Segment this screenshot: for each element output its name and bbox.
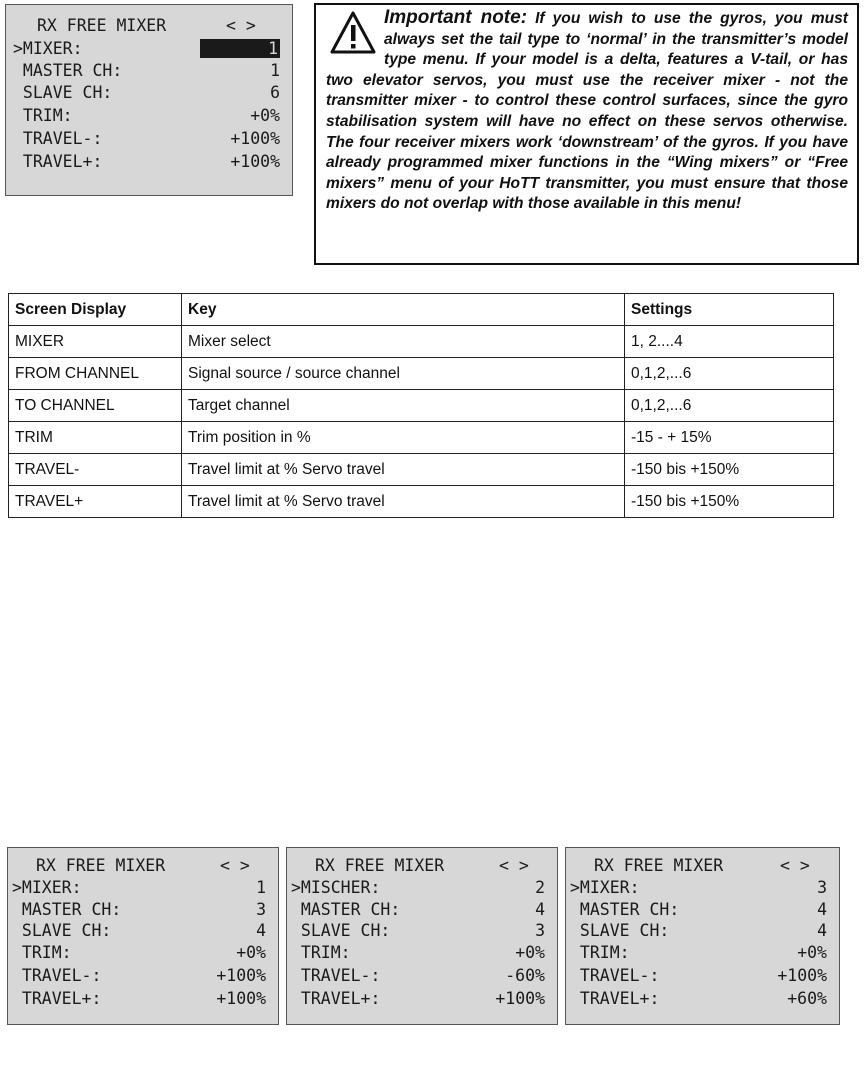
screen-title-row [6,16,292,38]
mixer-row[interactable] [287,878,557,900]
slave-ch-value[interactable]: 3 [535,921,545,940]
cell-settings: -150 bis +150% [625,454,834,486]
cell-settings: -15 - + 15% [625,422,834,454]
master-ch-row[interactable] [6,61,292,83]
page-nav-arrows[interactable]: < > [499,856,529,875]
master-ch-label: MASTER CH: [13,61,123,80]
settings-table [8,293,834,518]
slave-ch-label: SLAVE CH: [570,921,670,940]
page-nav-arrows[interactable]: < > [220,856,250,875]
table-header-row [9,294,834,326]
master-ch-label: MASTER CH: [291,900,401,919]
slave-ch-row[interactable] [287,921,557,943]
cell-key: Travel limit at % Servo travel [182,454,625,486]
travel-plus-label: TRAVEL+: [570,989,660,1008]
note-title: Important note: [384,7,528,28]
table-row [9,422,834,454]
mixer-value[interactable]: 2 [535,878,545,897]
mixer-label: >MIXER: [570,878,640,897]
bottom-mixer-screen-2 [286,847,558,1025]
travel-plus-value[interactable]: +100% [495,989,545,1008]
slave-ch-value[interactable]: 4 [817,921,827,940]
screen-title: RX FREE MIXER [36,856,166,875]
slave-ch-row[interactable] [566,921,839,943]
cell-key: Target channel [182,390,625,422]
mixer-label: >MISCHER: [291,878,381,897]
cell-settings: 1, 2....4 [625,326,834,358]
travel-minus-row[interactable] [8,966,278,988]
table-row [9,390,834,422]
trim-row[interactable] [566,943,839,965]
important-note-box [314,3,859,265]
cell-settings: -150 bis +150% [625,486,834,518]
cell-screen-display: TRAVEL+ [9,486,182,518]
travel-minus-label: TRAVEL-: [12,966,102,985]
column-header-key: Key [182,294,625,326]
travel-minus-label: TRAVEL-: [13,129,103,148]
master-ch-value[interactable]: 1 [270,61,280,80]
page-nav-arrows[interactable]: < > [226,16,256,35]
master-ch-value[interactable]: 4 [817,900,827,919]
top-mixer-screen [5,4,293,196]
trim-row[interactable] [287,943,557,965]
travel-minus-row[interactable] [287,966,557,988]
screen-title: RX FREE MIXER [37,16,167,35]
mixer-label: >MIXER: [12,878,82,897]
screen-title: RX FREE MIXER [315,856,445,875]
travel-plus-value[interactable]: +100% [230,152,280,171]
cell-key: Signal source / source channel [182,358,625,390]
travel-plus-value[interactable]: +60% [787,989,827,1008]
travel-minus-label: TRAVEL-: [291,966,381,985]
trim-value[interactable]: +0% [797,943,827,962]
mixer-row[interactable] [8,878,278,900]
mixer-value[interactable]: 1 [256,878,266,897]
table-row [9,486,834,518]
note-text: If you wish to use the gyros, you must always set the tail type to ‘normal’ in the transmitter’s model type menu. If your model is a delta, features a V-tail, or has two elevator servos, you must use the receiver mixer - not the transmitter mixer - to control these control surfaces, since the gyro stabilisation system will have no effect on these servos otherwise. The four receiver mixers work ‘downstream’ of the gyros. If you have already programmed mixer functions in the “Wing mixers” or “Free mixers” menu of your HoTT transmitter, you must ensure that those mixers do not overlap with those available in this menu! [326,10,848,213]
cell-screen-display: MIXER [9,326,182,358]
travel-plus-label: TRAVEL+: [291,989,381,1008]
cell-screen-display: TO CHANNEL [9,390,182,422]
trim-row[interactable] [6,106,292,128]
cell-key: Trim position in % [182,422,625,454]
table-row [9,454,834,486]
screen-title-row [8,856,278,878]
travel-plus-row[interactable] [8,989,278,1011]
mixer-row[interactable] [566,878,839,900]
slave-ch-value[interactable]: 4 [256,921,266,940]
slave-ch-label: SLAVE CH: [13,83,113,102]
trim-label: TRIM: [291,943,351,962]
mixer-row[interactable] [6,39,292,61]
mixer-value[interactable]: 3 [817,878,827,897]
travel-minus-row[interactable] [566,966,839,988]
cell-settings: 0,1,2,...6 [625,358,834,390]
slave-ch-label: SLAVE CH: [12,921,112,940]
master-ch-value[interactable]: 3 [256,900,266,919]
cell-settings: 0,1,2,...6 [625,390,834,422]
bottom-mixer-screen-1 [7,847,279,1025]
slave-ch-label: SLAVE CH: [291,921,391,940]
slave-ch-value[interactable]: 6 [270,83,280,102]
mixer-label: >MIXER: [13,39,83,58]
trim-value[interactable]: +0% [250,106,280,125]
bottom-mixer-screen-3 [565,847,840,1025]
travel-plus-label: TRAVEL+: [13,152,103,171]
master-ch-row[interactable] [8,900,278,922]
screen-title-row [566,856,839,878]
cell-screen-display: FROM CHANNEL [9,358,182,390]
cell-key: Mixer select [182,326,625,358]
travel-plus-row[interactable] [6,152,292,174]
travel-minus-value[interactable]: +100% [216,966,266,985]
cell-screen-display: TRAVEL- [9,454,182,486]
travel-minus-label: TRAVEL-: [570,966,660,985]
screen-title: RX FREE MIXER [594,856,724,875]
trim-value[interactable]: +0% [515,943,545,962]
screen-title-row [287,856,557,878]
trim-label: TRIM: [570,943,630,962]
master-ch-label: MASTER CH: [12,900,122,919]
warning-triangle-icon [330,10,376,56]
trim-label: TRIM: [13,106,73,125]
page-nav-arrows[interactable]: < > [780,856,810,875]
master-ch-label: MASTER CH: [570,900,680,919]
travel-minus-value[interactable]: -60% [505,966,545,985]
travel-minus-value[interactable]: +100% [777,966,827,985]
slave-ch-row[interactable] [6,83,292,105]
trim-label: TRIM: [12,943,72,962]
trim-value[interactable]: +0% [236,943,266,962]
travel-plus-row[interactable] [287,989,557,1011]
travel-plus-label: TRAVEL+: [12,989,102,1008]
column-header-settings: Settings [625,294,834,326]
table-row [9,326,834,358]
trim-row[interactable] [8,943,278,965]
table-row [9,358,834,390]
travel-plus-value[interactable]: +100% [216,989,266,1008]
slave-ch-row[interactable] [8,921,278,943]
mixer-value-selected[interactable]: 1 [200,39,280,58]
cell-screen-display: TRIM [9,422,182,454]
master-ch-row[interactable] [566,900,839,922]
column-header-screen-display: Screen Display [9,294,182,326]
travel-minus-row[interactable] [6,129,292,151]
master-ch-value[interactable]: 4 [535,900,545,919]
cell-key: Travel limit at % Servo travel [182,486,625,518]
master-ch-row[interactable] [287,900,557,922]
travel-plus-row[interactable] [566,989,839,1011]
travel-minus-value[interactable]: +100% [230,129,280,148]
